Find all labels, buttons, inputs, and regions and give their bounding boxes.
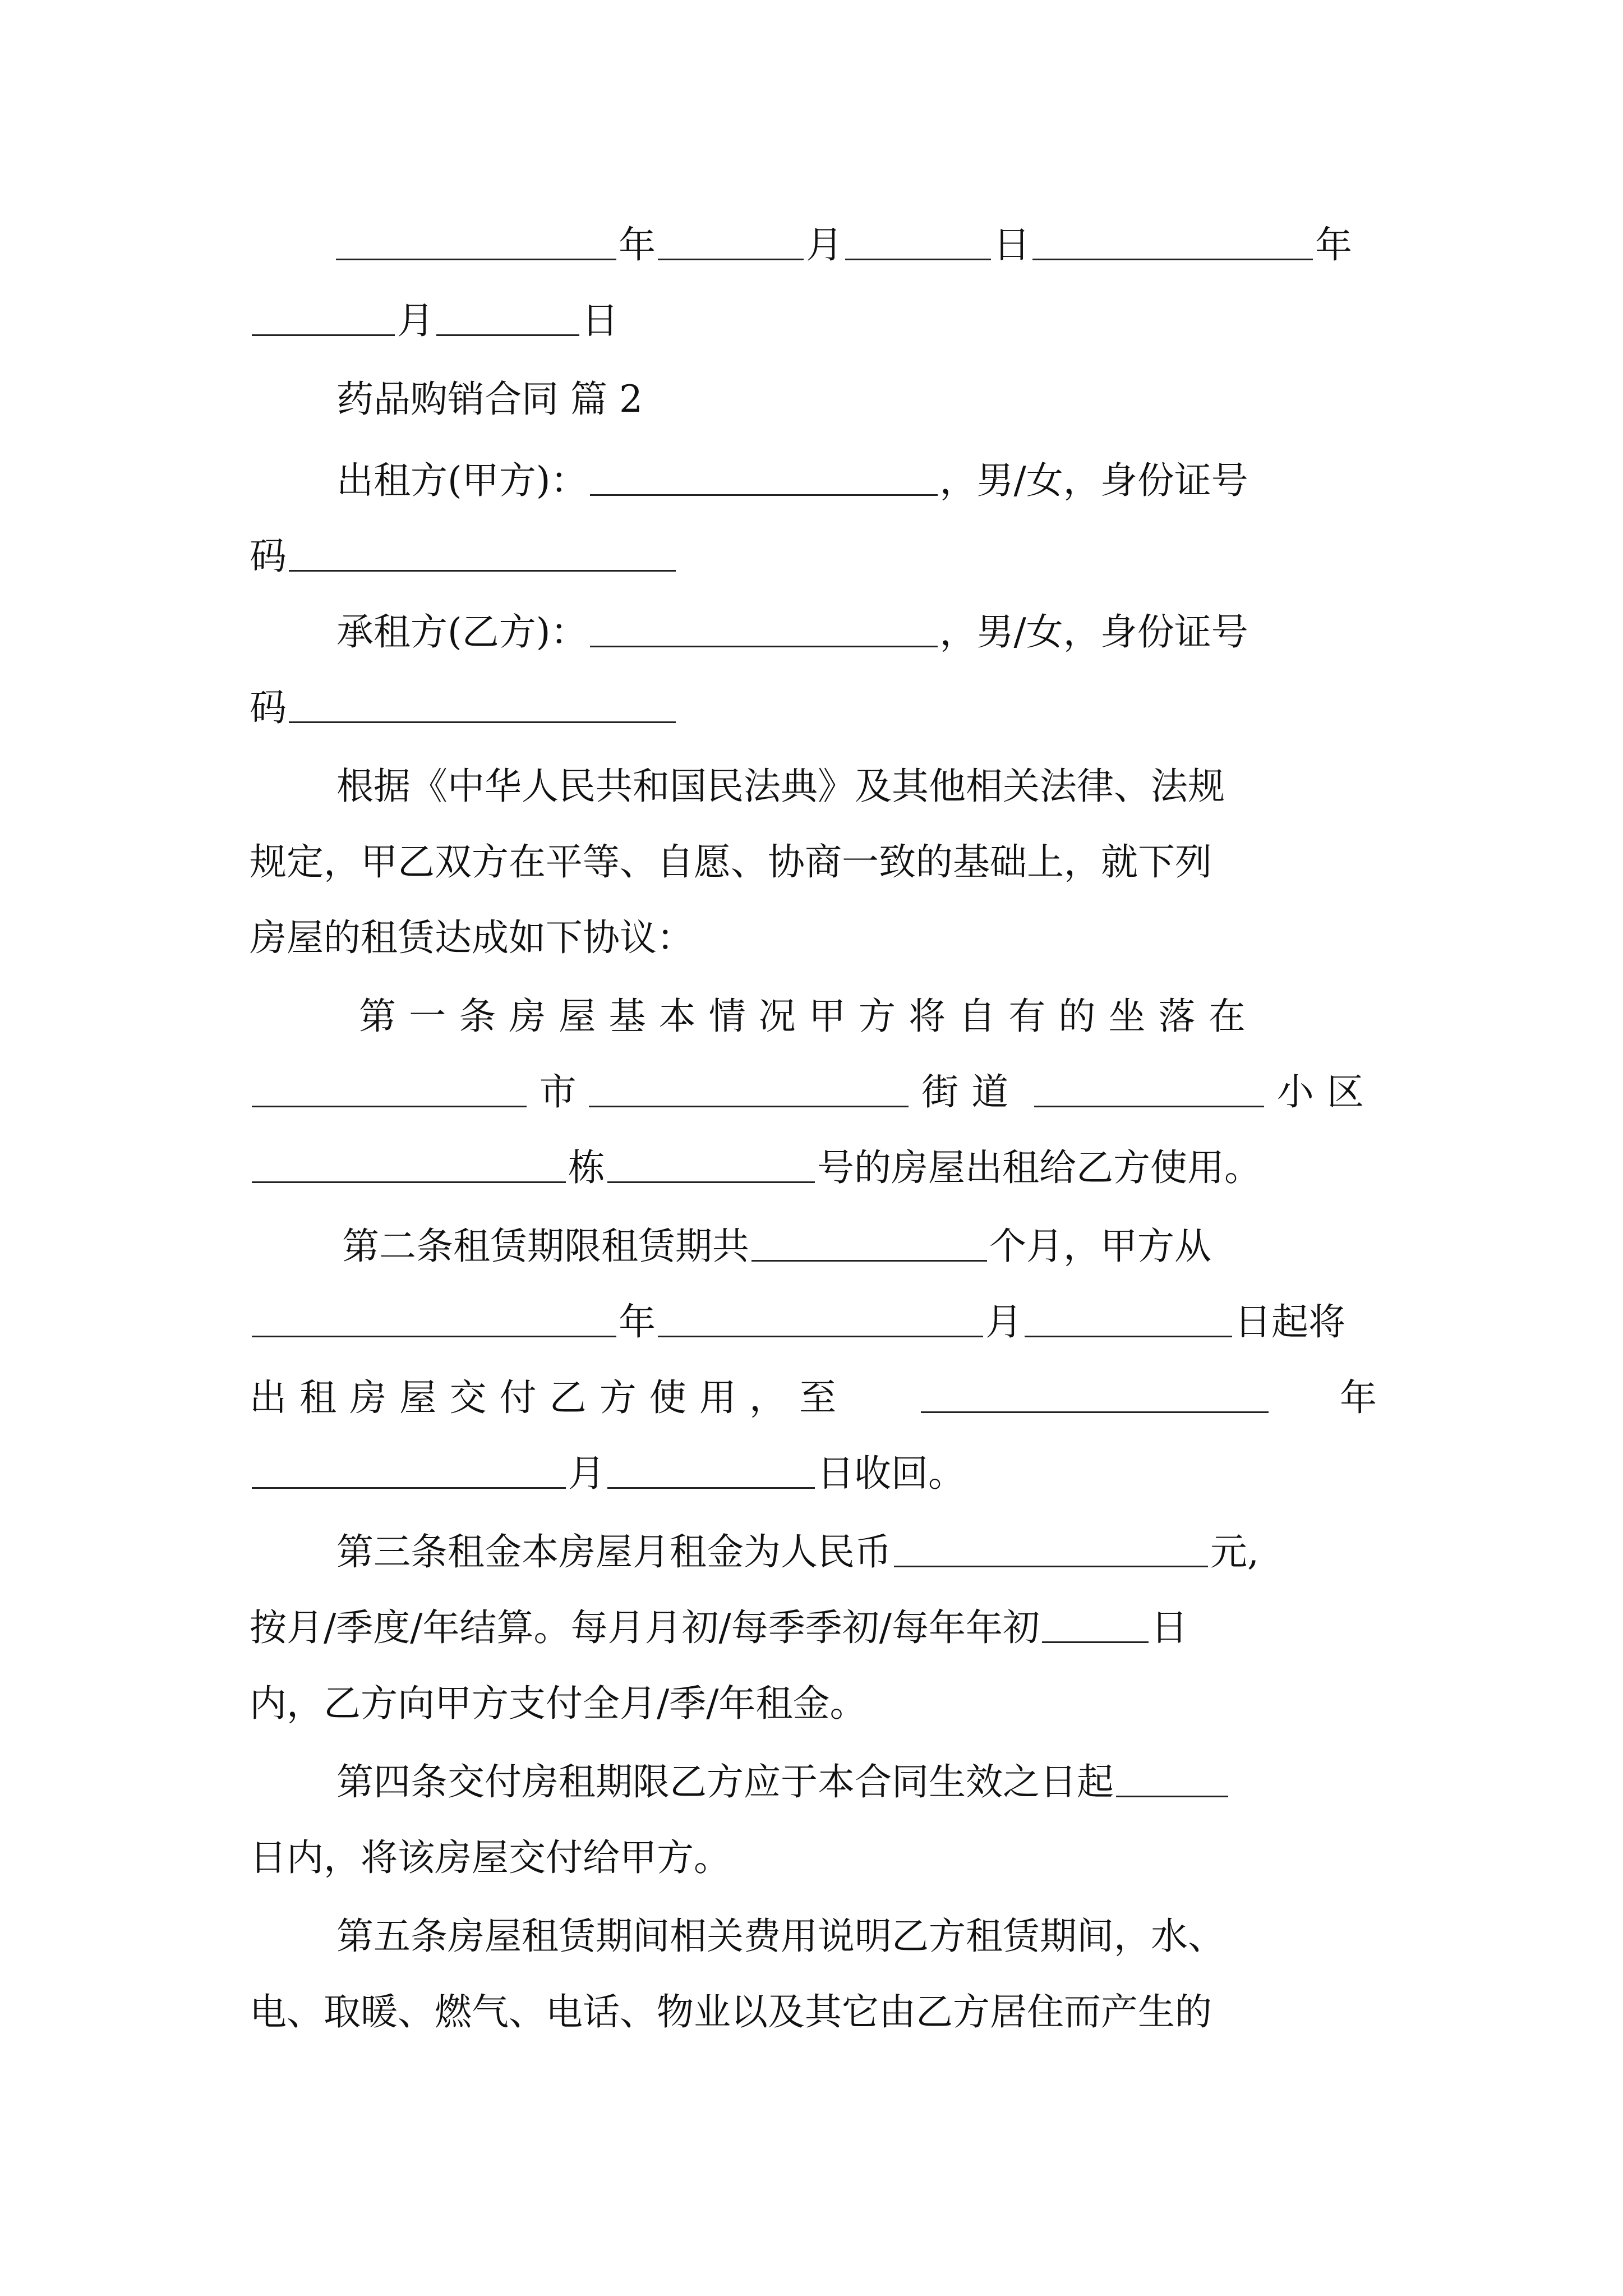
article-4-line — [250, 1820, 1377, 1879]
intro-text: 房屋的租赁达成如下协议： — [250, 916, 694, 959]
article-5-text: 第五条房屋租赁期间相关费用说明乙方租赁期间，水、 — [336, 1915, 1225, 1958]
building-field — [252, 1176, 566, 1183]
date-line — [334, 208, 1377, 264]
city-label: 市 — [539, 1070, 577, 1114]
article-2-text: 日收回。 — [817, 1452, 965, 1495]
article-4-text: 日内，将该房屋交付给甲方。 — [250, 1836, 731, 1879]
city-field — [252, 1100, 527, 1107]
year-label: 年 — [1339, 1376, 1377, 1419]
lessee-id-line — [250, 670, 1377, 729]
article-3-text: 元, — [1210, 1530, 1259, 1573]
lessor-id-line — [250, 519, 1377, 578]
lessee-id-field — [289, 716, 676, 723]
day-label: 日 — [582, 299, 619, 342]
article-2-text: 日起将 — [1234, 1300, 1345, 1343]
article-1-tail: 号的房屋出租给乙方使用。 — [817, 1146, 1261, 1189]
blank-field — [436, 329, 579, 336]
street-field — [589, 1100, 909, 1107]
blank-field — [252, 329, 395, 336]
article-5-line — [336, 1899, 1377, 1958]
year-label: 年 — [1315, 223, 1352, 266]
article-3-text: 内，乙方向甲方支付全月/季/年租金。 — [250, 1682, 867, 1725]
start-day-field — [1025, 1330, 1232, 1337]
lessee-gender-id: ，男/女，身份证号 — [939, 610, 1248, 654]
month-label: 月 — [985, 1300, 1022, 1343]
article-2-line — [342, 1209, 1377, 1268]
article-2-delivery-line — [250, 1360, 1377, 1419]
blank-field — [336, 253, 616, 260]
end-month-field — [252, 1481, 566, 1489]
heading-text: 药品购销合同 篇 2 — [336, 378, 643, 421]
article-5-text: 电、取暖、燃气、电话、物业以及其它由乙方居住而产生的 — [250, 1990, 1212, 2033]
article-3-text: 按月/季度/年结算。每月月初/每季季初/每年年初 — [250, 1606, 1040, 1649]
day-label: 日 — [993, 223, 1030, 266]
section-heading — [336, 362, 1377, 421]
article-1-text: 第一条房屋基本情况甲方将自有的坐落在 — [359, 995, 1258, 1038]
month-label: 月 — [568, 1452, 605, 1495]
month-label: 月 — [806, 223, 843, 266]
article-2-text: 个月，甲方从 — [989, 1225, 1211, 1268]
blank-field — [845, 253, 991, 260]
intro-text: 根据《中华人民共和国民法典》及其他相关法律、法规 — [336, 765, 1225, 808]
article-3-text: 日 — [1150, 1606, 1188, 1649]
month-label: 月 — [397, 299, 434, 342]
blank-field — [658, 253, 804, 260]
lessee-line — [336, 595, 1377, 654]
lessor-label: 出租方(甲方)： — [336, 459, 588, 502]
start-year-field — [252, 1330, 616, 1337]
article-4-text: 第四条交付房租期限乙方应于本合同生效之日起 — [336, 1760, 1114, 1803]
rent-amount-field — [894, 1560, 1208, 1567]
article-4-line — [336, 1745, 1377, 1801]
article-5-line — [250, 1975, 1377, 2031]
community-label: 小区 — [1276, 1070, 1377, 1114]
article-2-text: 出租房屋交付乙方使用，至 — [250, 1376, 850, 1419]
blank-field — [1032, 253, 1313, 260]
days-field — [1116, 1790, 1228, 1797]
lessor-name-field — [590, 489, 938, 496]
building-label: 栋 — [568, 1146, 605, 1189]
year-label: 年 — [619, 223, 656, 266]
article-1-building-line — [250, 1130, 1377, 1189]
street-label: 街道 — [921, 1070, 1022, 1114]
article-1-address-line — [250, 1055, 1377, 1114]
paragraph-line — [250, 900, 1377, 959]
article-3-line — [336, 1515, 1377, 1571]
paragraph-line — [250, 825, 1377, 884]
article-1-line — [359, 979, 1377, 1038]
year-label: 年 — [619, 1300, 656, 1343]
lessee-label: 承租方(乙方)： — [336, 610, 588, 654]
lessor-gender-id: ，男/女，身份证号 — [939, 459, 1248, 502]
article-3-text: 第三条租金本房屋月租金为人民币 — [336, 1530, 892, 1573]
paragraph-line — [336, 749, 1377, 808]
article-2-text: 第二条租赁期限租赁期共 — [342, 1225, 749, 1268]
lessee-name-field — [590, 640, 938, 647]
lessor-line — [336, 443, 1377, 502]
pay-day-field — [1042, 1636, 1149, 1643]
date-line — [250, 283, 1377, 342]
end-day-field — [607, 1481, 815, 1489]
intro-text: 规定，甲乙双方在平等、自愿、协商一致的基础上，就下列 — [250, 840, 1212, 884]
article-2-date-line — [250, 1285, 1377, 1341]
start-month-field — [658, 1330, 983, 1337]
end-year-field — [921, 1406, 1269, 1413]
article-3-line — [250, 1590, 1377, 1649]
article-3-line — [250, 1666, 1377, 1725]
id-label: 码 — [250, 535, 287, 578]
lessor-id-field — [289, 564, 676, 572]
number-field — [607, 1176, 815, 1183]
months-field — [751, 1254, 987, 1262]
article-2-end-line — [250, 1436, 1377, 1495]
community-field — [1034, 1100, 1264, 1107]
id-label: 码 — [250, 686, 287, 729]
